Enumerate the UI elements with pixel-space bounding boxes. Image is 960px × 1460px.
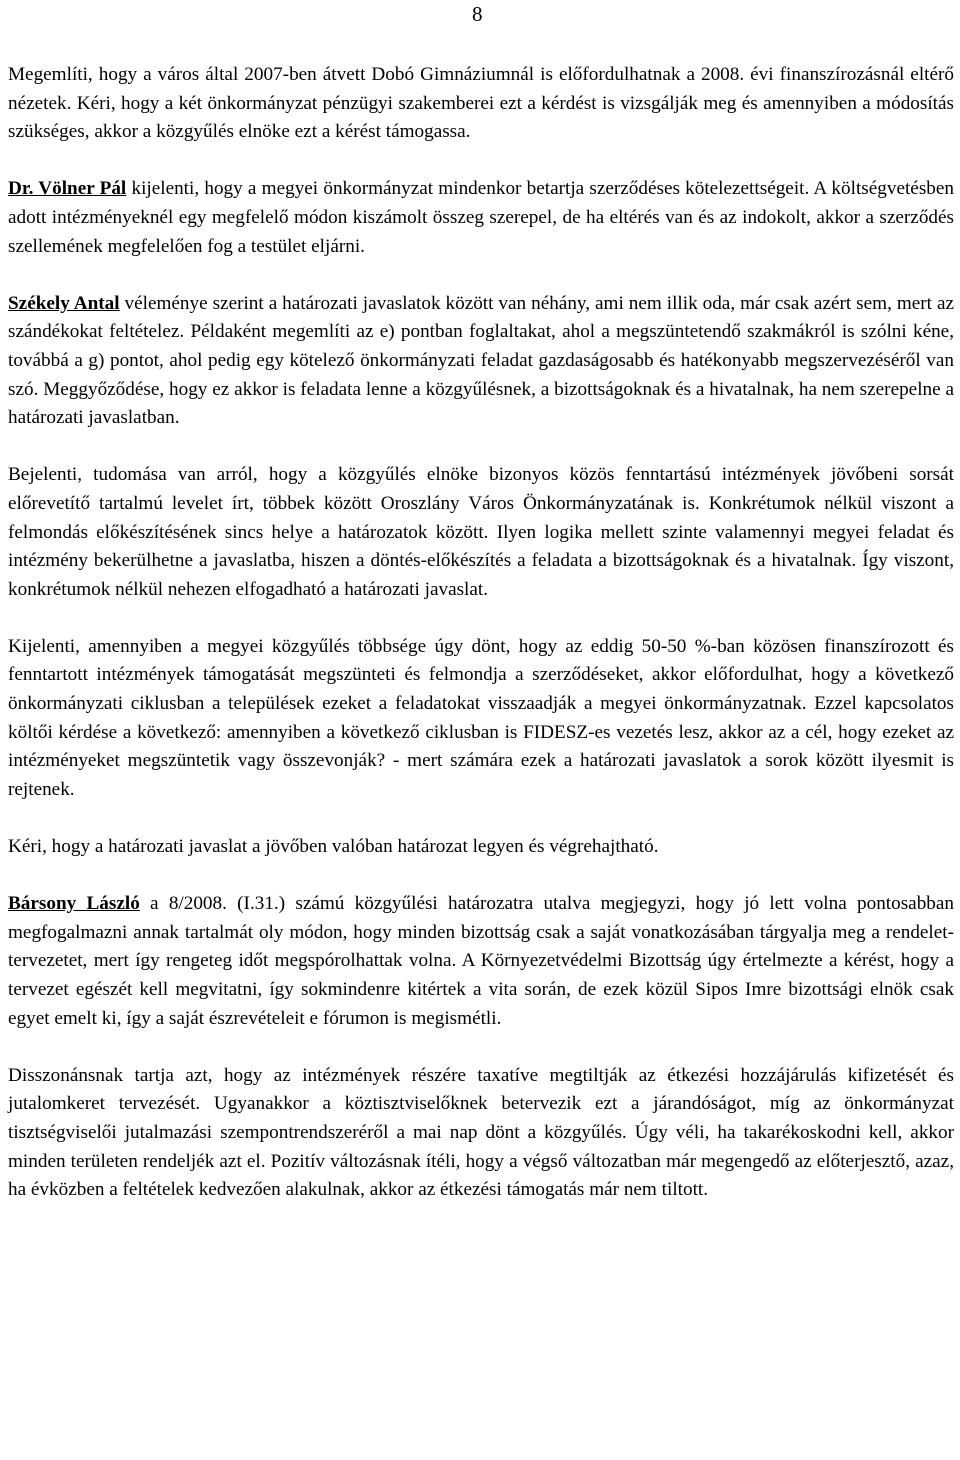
speaker-name: Székely Antal [8,292,120,314]
paragraph-2 [8,175,954,261]
paragraph-text: véleménye szerint a határozati javaslatok között van néhány, ami nem illik oda, már csak azért sem, mert az szándékokat feltételez. Példaként megemlíti az e) pontban foglaltakat, ahol a megszüntetendő szakmákról is szólni kéne, továbbá a g) pontot, ahol pedig egy kötelező önkormányzati feladat gazdaságosabb és hatékonyabb megszervezéséről van szó. Meggyőződése, hogy ez akkor is feladata lenne a közgyűlésnek, a bizottságoknak és a hivatalnak, ha nem szerepelne a határozati javaslatban. [8,292,954,429]
paragraph-text: Kéri, hogy a határozati javaslat a jövőben valóban határozat legyen és végrehajtható. [8,836,659,858]
page-number: 8 [472,2,483,26]
paragraph-3 [8,290,954,433]
paragraph-text: Kijelenti, amennyiben a megyei közgyűlés többsége úgy dönt, hogy az eddig 50-50 %-ban közösen finanszírozott és fenntartott intézmények támogatását megszünteti és felmondja a szerződéseket, akkor előfordulhat, hogy a következő önkormányzati ciklusban a települések ezeket a feladatokat visszaadják a megyei önkormányzatnak. Ezzel kapcsolatos költői kérdése a következő: amennyiben a következő ciklusban is FIDESZ-es vezetés lesz, akkor az a cél, hogy ezeket az intézményeket megszüntetik vagy összevonják? - mert számára ezek a határozati javaslatok a sorok között ilyesmit is rejtenek. [8,635,954,800]
paragraph-7 [8,890,954,1033]
paragraph-4 [8,461,954,604]
paragraph-6 [8,833,954,862]
document-body [8,61,954,1205]
speaker-name: Bársony László [8,893,140,915]
paragraph-5 [8,633,954,805]
paragraph-text: Bejelenti, tudomása van arról, hogy a közgyűlés elnöke bizonyos közös fenntartású intézmények jövőbeni sorsát előrevetítő tartalmú levelet írt, többek között Oroszlány Város Önkormányzatának is. Konkrétumok nélkül viszont a felmondás előkészítésének sincs helye a határozatok között. Ilyen logika mellett szinte valamennyi megyei feladat és intézmény bekerülhetne a javaslatba, hiszen a döntés-előkészítés a feladata a bizottságoknak és a hivatalnak. Így viszont, konkrétumok nélkül nehezen elfogadható a határozati javaslat. [8,464,954,600]
paragraph-text: Disszonánsnak tartja azt, hogy az intézmények részére taxatíve megtiltják az étkezési hozzájárulás kifizetését és jutalomkeret tervezését. Ugyanakkor a köztisztviselőknek betervezik ezt a járandóságot, míg az önkormányzat tisztségviselői jutalmazási szempontrendszeréről a mai nap dönt a közgyűlés. Úgy véli, ha takarékoskodni kell, akkor minden területen rendeljék azt el. Pozitív változásnak ítéli, hogy a végső változatban már megengedő az előterjesztő, azaz, ha évközben a feltételek kedvezően alakulnak, akkor az étkezési támogatás már nem tiltott. [8,1064,954,1201]
paragraph-text: kijelenti, hogy a megyei önkormányzat mindenkor betartja szerződéses kötelezettségeit. A költségvetésben adott intézményeknél egy megfelelő módon kiszámolt összeg szerepel, de ha eltérés van és az indokolt, akkor a szerződés szellemének megfelelően fog a testület eljárni. [8,178,954,257]
paragraph-text: Megemlíti, hogy a város által 2007-ben átvett Dobó Gimnáziumnál is előfordulhatnak a 2008. évi finanszírozásnál eltérő nézetek. Kéri, hogy a két önkormányzat pénzügyi szakemberei ezt a kérdést is vizsgálják meg és amennyiben a módosítás szükséges, akkor a közgyűlés elnöke ezt a kérést támogassa. [8,64,954,143]
speaker-name: Dr. Völner Pál [8,178,127,200]
paragraph-8 [8,1062,954,1205]
paragraph-text: a 8/2008. (I.31.) számú közgyűlési határozatra utalva megjegyzi, hogy jó lett volna pontosabban megfogalmazni annak tartalmát oly módon, hogy minden bizottság csak a saját vonatkozásában tárgyalja meg a rendelet-tervezetet, mert így rengeteg időt megspórolhattak volna. A Környezetvédelmi Bizottság úgy értelmezte a kérést, hogy a tervezet egészét kell megvitatni, így sokmindenre kitértek a vita során, de ezek közül Sipos Imre bizottsági elnök csak egyet emelt ki, így a saját észrevételeit e fórumon is megismétli. [8,893,954,1029]
paragraph-1 [8,61,954,147]
